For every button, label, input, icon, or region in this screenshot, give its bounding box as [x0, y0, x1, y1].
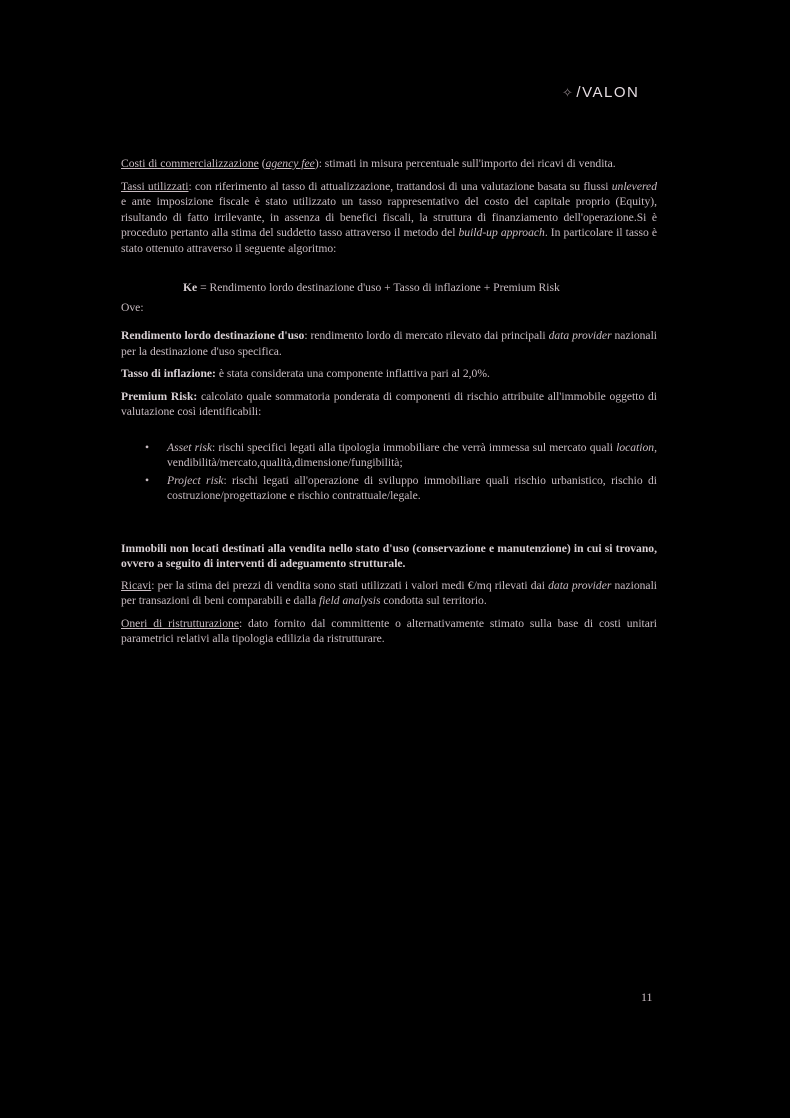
- italic-term: data provider: [548, 329, 612, 342]
- italic-term: field analysis: [318, 594, 381, 607]
- term-label: Oneri di ristrutturazione: [121, 616, 239, 630]
- document-body: [121, 156, 657, 654]
- bullet-icon: •: [145, 473, 150, 487]
- definition-inflation: Tasso di inflazione: è stata considerata una componente inflattiva pari al 2,0%.: [121, 367, 490, 380]
- list-item-asset-risk: • Asset risk: rischi specifici legati alla tipologia immobiliare che verrà immessa sul mercato quali location, vendibilità/mercato,qualità,dimensione/fungibilità;: [145, 440, 657, 469]
- italic-term: build-up approach: [458, 226, 545, 239]
- italic-term: unlevered: [611, 179, 657, 193]
- ove-label: Ove:: [121, 300, 144, 314]
- formula-ke: Ke: [183, 281, 198, 294]
- definition-label: Premium Risk:: [121, 389, 198, 403]
- section-title-unlet-properties: Immobili non locati destinati alla vendita nello stato d'uso (conservazione e manutenzione) in cui si trovano, ovvero a seguito di interventi di adeguamento strutturale.: [121, 541, 657, 570]
- term-label: Ricavi: [121, 578, 152, 592]
- paragraph-rates-used: Tassi utilizzati: con riferimento al tasso di attualizzazione, trattandosi di una valutazione basata su flussi unlevered e ante imposizione fiscale è stato utilizzato un tasso rappresentativo del costo del capitale proprio (Equity), risultando di fatto irrilevante, in assenza di benefici fiscali, la struttura di finanziamento dell'operazione.Si è proceduto pertanto alla stima del suddetto tasso attraverso il metodo del build-up approach. In particolare il tasso è stato ottenuto attraverso il seguente algoritmo:: [121, 179, 657, 255]
- bullet-icon: •: [145, 440, 150, 454]
- definition-label: Rendimento lordo destinazione d'uso: [121, 329, 305, 342]
- italic-term: location: [616, 440, 655, 454]
- logo-text: /VALON: [576, 84, 640, 101]
- paragraph-renovation-costs: Oneri di ristrutturazione: dato fornito dal committente o alternativamente stimato sulla base di costi unitari parametrici relativi alla tipologia edilizia da ristrutturare.: [121, 616, 657, 645]
- page-number: 11: [641, 990, 653, 1004]
- ke-formula: Ke = Rendimento lordo destinazione d'uso + Tasso di inflazione + Premium Risk: [183, 281, 560, 294]
- italic-term: data provider: [548, 578, 612, 592]
- term-label: Costi di commercializzazione: [121, 157, 259, 170]
- definition-label: Tasso di inflazione:: [121, 367, 216, 380]
- italic-term: Project risk: [167, 473, 224, 487]
- term-label: Tassi utilizzati: [121, 179, 189, 193]
- risk-list: [121, 440, 657, 504]
- list-item-project-risk: • Project risk: rischi legati all'operazione di sviluppo immobiliare quali rischio urbanistico, rischio di costruzione/progettazione e rischio contrattuale/legale.: [145, 473, 657, 502]
- paragraph-revenues: Ricavi: per la stima dei prezzi di vendita sono stati utilizzati i valori medi €/mq rilevati dai data provider nazionali per transazioni di beni comparabili e dalla field analysis condotta sul territorio.: [121, 578, 658, 607]
- company-logo: [562, 84, 639, 101]
- italic-term: agency fee: [265, 157, 315, 170]
- paragraph-commercialization-costs: Costi di commercializzazione (agency fee): stimati in misura percentuale sull'importo dei ricavi di vendita.: [121, 157, 616, 170]
- logo-mark-icon: ✧: [562, 85, 575, 100]
- definition-gross-yield: Rendimento lordo destinazione d'uso: rendimento lordo di mercato rilevato dai principali data provider nazionali per la destinazione d'uso specifica.: [121, 329, 658, 358]
- italic-term: Asset risk: [167, 440, 213, 454]
- definition-premium-risk: Premium Risk: calcolato quale sommatoria ponderata di componenti di rischio attribuite all'immobile oggetto di valutazione così identificabili:: [121, 389, 658, 418]
